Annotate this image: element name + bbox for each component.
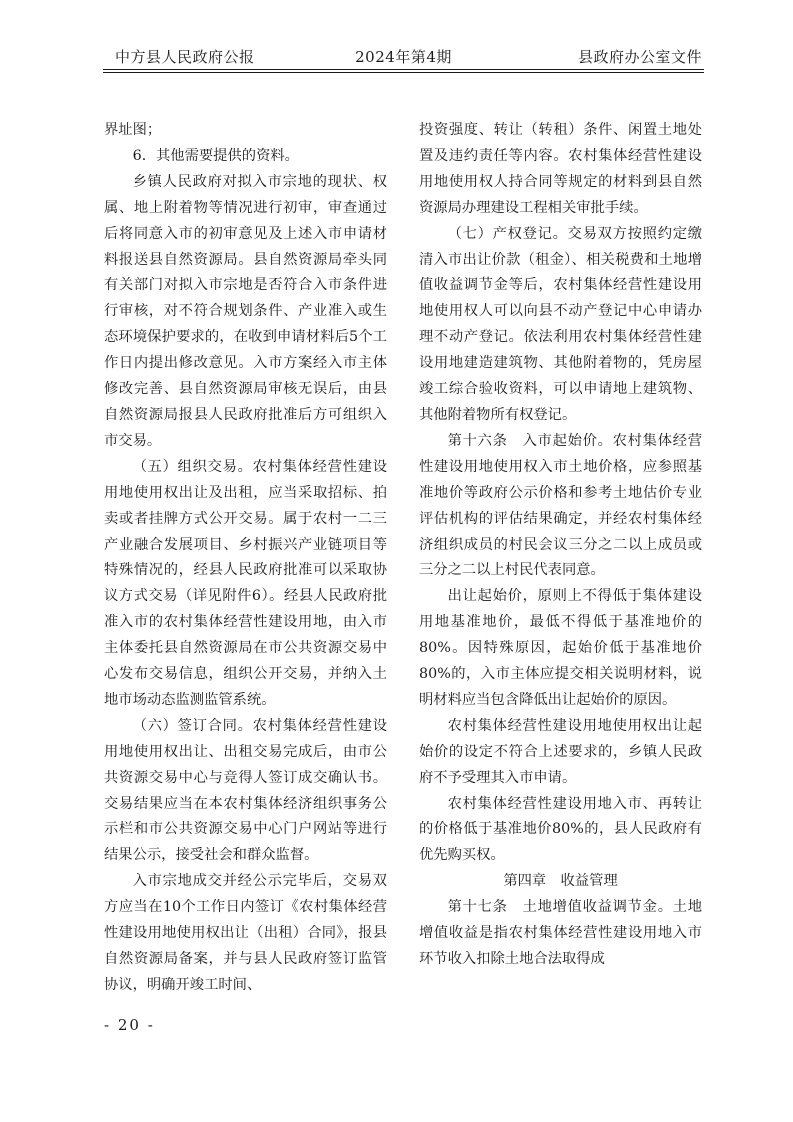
right-column [419, 118, 702, 973]
left-column [104, 118, 387, 999]
paragraph: 出让起始价，原则上不得低于集体建设用地基准地价，最低不得低于基准地价的80%。因特殊原因，起始价低于基准地价80%的，入市主体应提交相关说明材料，说明材料应当包含降低出让起始价的原因。 [419, 588, 702, 708]
chapter-heading: 第四章 收益管理 [503, 873, 618, 890]
header-issue: 2024年第4期 [355, 48, 452, 66]
header-rule-top [103, 69, 704, 70]
paragraph: 入市宗地成交并经公示完毕后，交易双方应当在10个工作日内签订《农村集体经营性建设用地使用权出让（出租）合同》，报县自然资源局备案，并与县人民政府签订监管协议，明确开竣工时间、 [104, 873, 387, 993]
paragraph: 农村集体经营性建设用地入市、再转让的价格低于基准地价80%的，县人民政府有优先购买权。 [419, 795, 702, 864]
article-paragraph: 第十七条 土地增值收益调节金。土地增值收益是指农村集体经营性建设用地入市环节收入扣除土地合法取得成 [419, 899, 702, 967]
paragraph: （六）签订合同。农村集体经营性建设用地使用权出让、出租交易完成后，由市公共资源交易中心与竞得人签订成交确认书。交易结果应当在本农村集体经济组织事务公示栏和市公共资源交易中心门户网站等进行结果公示，接受社会和群众监督。 [104, 717, 387, 864]
paragraph: （五）组织交易。农村集体经营性建设用地使用权出让及出租，应当采取招标、拍卖或者挂牌方式公开交易。属于农村一二三产业融合发展项目、乡村振兴产业链项目等特殊情况的，经县人民政府批准可以采取协议方式交易（详见附件6）。经县人民政府批准入市的农村集体经营性建设用地，由入市主体委托县自然资源局在市公共资源交易中心发布交易信息，组织公开交易，并纳入土地市场动态监测监管系统。 [104, 458, 387, 708]
paragraph: 界址图； [104, 122, 162, 138]
paragraph: 6．其他需要提供的资料。 [132, 147, 299, 164]
paragraph: 投资强度、转让（转租）条件、闲置土地处置及违约责任等内容。农村集体经营性建设用地使用权人持合同等规定的材料到县自然资源局办理建设工程相关审批手续。 [419, 122, 702, 216]
header-rule-bottom [103, 72, 704, 73]
header-section: 县政府办公室文件 [577, 48, 702, 66]
header-publication: 中方县人民政府公报 [115, 48, 255, 66]
paragraph: 乡镇人民政府对拟入市宗地的现状、权属、地上附着物等情况进行初审，审查通过后将同意入市的初审意见及上述入市申请材料报送县自然资源局。县自然资源局牵头同有关部门对拟入市宗地是否符合入市条件进行审核，对不符合规划条件、产业准入或生态环境保护要求的，在收到申请材料后5个工作日内提出修改意见。入市方案经入市主体修改完善、县自然资源局审核无误后，由县自然资源局报县人民政府批准后方可组织入市交易。 [104, 173, 387, 449]
page-number: - 20 - [104, 1016, 155, 1034]
paragraph: 农村集体经营性建设用地使用权出让起始价的设定不符合上述要求的，乡镇人民政府不予受理其入市申请。 [419, 717, 702, 786]
page-header [103, 42, 704, 68]
paragraph: （七）产权登记。交易双方按照约定缴清入市出让价款（租金）、相关税费和土地增值收益调节金等后，农村集体经营性建设用地使用权人可以向县不动产登记中心申请办理不动产登记。依法利用农村集体经营性建设用地建造建筑物、其他附着物的，凭房屋竣工综合验收资料，可以申请地上建筑物、其他附着物所有权登记。 [419, 225, 702, 423]
article-paragraph: 第十六条 入市起始价。农村集体经营性建设用地使用权入市土地价格，应参照基准地价等政府公示价格和参考土地估价专业评估机构的评估结果确定，并经农村集体经济组织成员的村民会议三分之二以上成员或三分之二以上村民代表同意。 [419, 432, 702, 579]
